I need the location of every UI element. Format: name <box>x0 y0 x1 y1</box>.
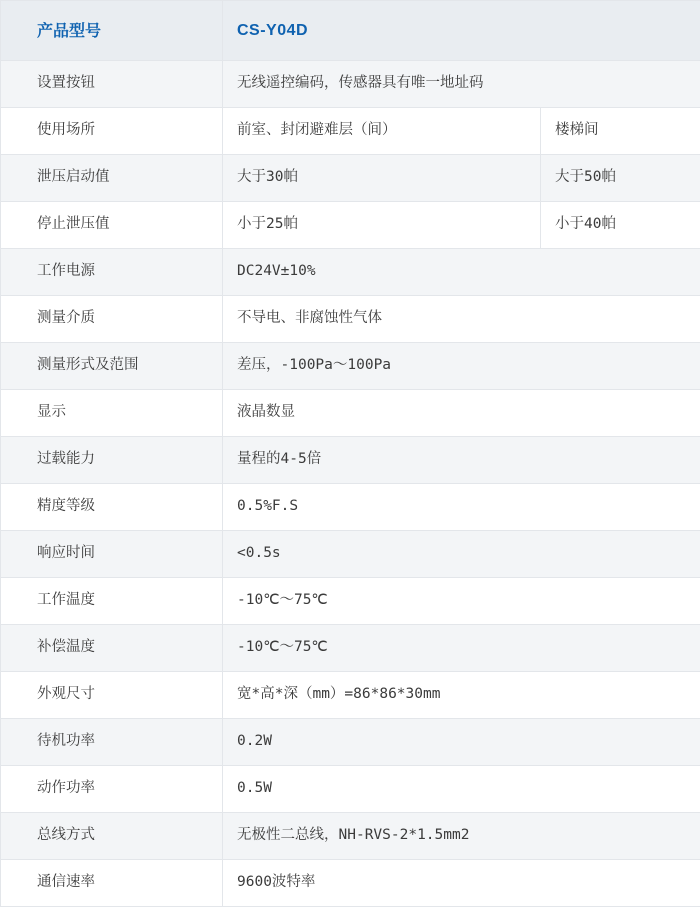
spec-value-cell: 0.5W <box>223 766 700 813</box>
spec-value-cell: -10℃～75℃ <box>223 625 700 672</box>
table-row <box>1 343 700 390</box>
spec-value-cell: 液晶数显 <box>223 390 700 437</box>
spec-value-cell: 前室、封闭避难层（间） <box>223 108 541 155</box>
spec-value-cell: 量程的4-5倍 <box>223 437 700 484</box>
spec-value-cell: 无线遥控编码，传感器具有唯一地址码 <box>223 61 700 108</box>
table-row <box>1 766 700 813</box>
spec-label-cell: 动作功率 <box>1 766 223 813</box>
spec-label-cell: 精度等级 <box>1 484 223 531</box>
spec-value-cell: <0.5s <box>223 531 700 578</box>
spec-label-cell: 停止泄压值 <box>1 202 223 249</box>
table-row <box>1 719 700 766</box>
spec-value-cell: 宽*高*深（mm）=86*86*30mm <box>223 672 700 719</box>
spec-extra-cell: 楼梯间 <box>541 108 700 155</box>
spec-value-cell: 9600波特率 <box>223 860 700 907</box>
table-row <box>1 108 700 155</box>
spec-label-cell: 测量介质 <box>1 296 223 343</box>
spec-label-cell: 外观尺寸 <box>1 672 223 719</box>
spec-label-cell: 使用场所 <box>1 108 223 155</box>
spec-value-cell: -10℃～75℃ <box>223 578 700 625</box>
spec-label-cell: 工作电源 <box>1 249 223 296</box>
table-row <box>1 860 700 907</box>
spec-label-cell: 响应时间 <box>1 531 223 578</box>
header-label-cell: 产品型号 <box>1 1 223 61</box>
spec-label-cell: 测量形式及范围 <box>1 343 223 390</box>
table-row <box>1 437 700 484</box>
spec-extra-cell: 大于50帕 <box>541 155 700 202</box>
table-row <box>1 531 700 578</box>
spec-label-cell: 设置按钮 <box>1 61 223 108</box>
table-row <box>1 61 700 108</box>
spec-value-cell: 无极性二总线，NH-RVS-2*1.5mm2 <box>223 813 700 860</box>
table-row <box>1 390 700 437</box>
table-row <box>1 296 700 343</box>
spec-value-cell: 大于30帕 <box>223 155 541 202</box>
table-row <box>1 202 700 249</box>
table-row <box>1 484 700 531</box>
spec-value-cell: 0.5%F.S <box>223 484 700 531</box>
spec-value-cell: 小于25帕 <box>223 202 541 249</box>
table-row <box>1 625 700 672</box>
header-value-cell: CS-Y04D <box>223 1 700 61</box>
spec-label-cell: 通信速率 <box>1 860 223 907</box>
table-row <box>1 155 700 202</box>
spec-table-body <box>1 1 700 907</box>
table-header-row <box>1 1 700 61</box>
spec-label-cell: 泄压启动值 <box>1 155 223 202</box>
table-row <box>1 813 700 860</box>
spec-label-cell: 待机功率 <box>1 719 223 766</box>
spec-extra-cell: 小于40帕 <box>541 202 700 249</box>
spec-label-cell: 显示 <box>1 390 223 437</box>
table-row <box>1 672 700 719</box>
spec-label-cell: 过载能力 <box>1 437 223 484</box>
spec-label-cell: 补偿温度 <box>1 625 223 672</box>
spec-value-cell: 0.2W <box>223 719 700 766</box>
spec-value-cell: 不导电、非腐蚀性气体 <box>223 296 700 343</box>
table-row <box>1 578 700 625</box>
spec-value-cell: 差压，-100Pa～100Pa <box>223 343 700 390</box>
spec-label-cell: 工作温度 <box>1 578 223 625</box>
spec-value-cell: DC24V±10% <box>223 249 700 296</box>
table-row <box>1 249 700 296</box>
spec-label-cell: 总线方式 <box>1 813 223 860</box>
